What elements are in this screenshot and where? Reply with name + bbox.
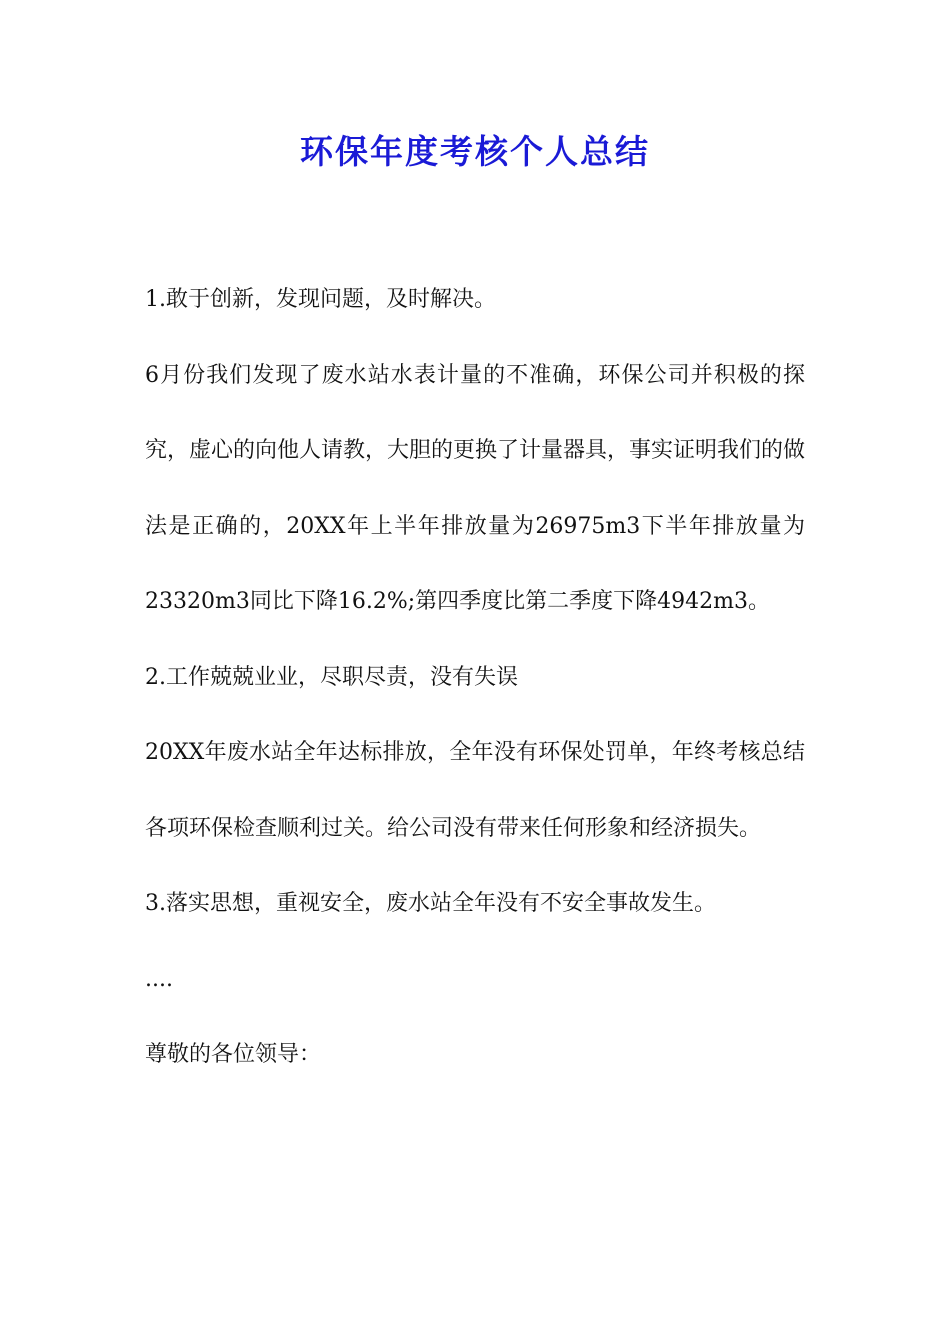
salutation: 尊敬的各位领导：	[145, 1042, 322, 1067]
document-body	[145, 262, 805, 1093]
paragraph-heading-3: 3.落实思想，重视安全，废水站全年没有不安全事故发生。	[145, 891, 716, 916]
ellipsis-separator: ....	[145, 966, 173, 992]
paragraph-heading-1: 1.敢于创新，发现问题，及时解决。	[145, 287, 496, 312]
paragraph-body-1: 6月份我们发现了废水站水表计量的不准确，环保公司并积极的探究，虚心的向他人请教，大胆的更换了计量器具，事实证明我们的做法是正确的，20XX年上半年排放量为26975m3下半年排放量为23320m3同比下降16.2%;第四季度比第二季度下降4942m3。	[145, 362, 806, 614]
paragraph-heading-2: 2.工作兢兢业业，尽职尽责，没有失误	[145, 664, 518, 690]
paragraph-body-2: 20XX年废水站全年达标排放，全年没有环保处罚单，年终考核总结各项环保检查顺利过关。给公司没有带来任何形象和经济损失。	[145, 740, 805, 841]
page-title: 环保年度考核个人总结	[300, 132, 650, 171]
